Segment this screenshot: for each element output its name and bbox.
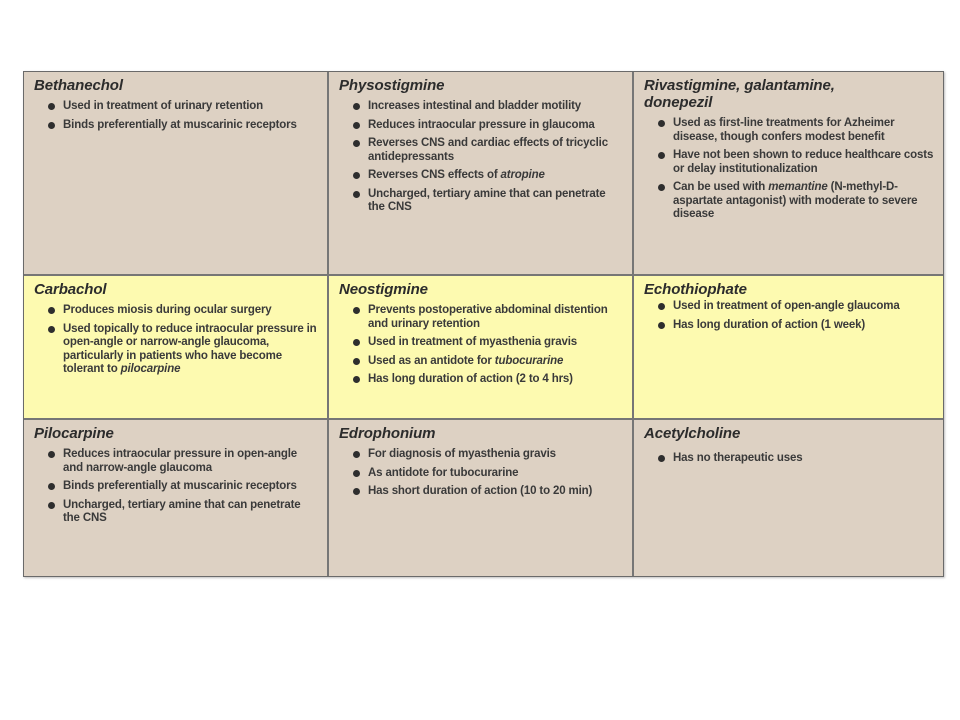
bullet-icon [353,140,360,147]
bullet-item: Produces miosis during ocular surgery [48,304,319,318]
bullet-icon [353,358,360,365]
drug-title: Rivastigmine, galantamine, donepezil [644,77,835,111]
bullet-item: Reduces intraocular pressure in glaucoma [353,119,624,133]
bullet-item: Binds preferentially at muscarinic receptors [48,480,319,494]
bullet-item: Uncharged, tertiary amine that can penetrate the CNS [353,188,624,215]
bullet-item: For diagnosis of myasthenia gravis [353,448,624,462]
bullet-icon [353,307,360,314]
bullet-item: Binds preferentially at muscarinic receptors [48,119,319,133]
cell-acetylcholine [634,420,943,576]
bullet-icon [353,172,360,179]
bullet-list [644,117,935,222]
bullet-list [34,100,319,132]
bullet-icon [353,470,360,477]
bullet-item: Reduces intraocular pressure in open-angle and narrow-angle glaucoma [48,448,319,475]
bullet-icon [353,339,360,346]
drug-title: Bethanechol [34,77,123,94]
bullet-icon [353,191,360,198]
bullet-item: Used as first-line treatments for Azheimer disease, though confers modest benefit [658,117,935,144]
bullet-icon [48,307,55,314]
bullet-item: Reverses CNS and cardiac effects of tricyclic antidepressants [353,137,624,164]
bullet-list [339,448,624,499]
bullet-list [339,304,624,387]
bullet-item: Used in treatment of urinary retention [48,100,319,114]
drug-title: Edrophonium [339,425,436,442]
bullet-item: Can be used with memantine (N-methyl-D-aspartate antagonist) with moderate to severe disease [658,181,935,222]
cell-bethanechol [24,72,329,276]
bullet-item: Has no therapeutic uses [658,452,935,466]
cell-neostigmine [329,276,634,420]
drug-title: Pilocarpine [34,425,114,442]
cell-pilocarpine [24,420,329,576]
bullet-item: Used in treatment of myasthenia gravis [353,336,624,350]
bullet-icon [48,103,55,110]
bullet-item: Used in treatment of open-angle glaucoma [658,300,935,314]
bullet-icon [48,122,55,129]
bullet-icon [48,326,55,333]
bullet-item: Reverses CNS effects of atropine [353,169,624,183]
drug-title: Carbachol [34,281,107,298]
bullet-icon [48,483,55,490]
cell-rivastigmine [634,72,943,276]
drug-title: Echothiophate [644,281,747,298]
drug-table [23,71,944,577]
bullet-item: Has long duration of action (1 week) [658,319,935,333]
bullet-list [34,304,319,377]
cell-physostigmine [329,72,634,276]
bullet-icon [353,376,360,383]
bullet-item: As antidote for tubocurarine [353,467,624,481]
bullet-icon [353,122,360,129]
bullet-icon [353,488,360,495]
bullet-icon [658,322,665,329]
cell-edrophonium [329,420,634,576]
bullet-item: Has short duration of action (10 to 20 min) [353,485,624,499]
bullet-icon [353,451,360,458]
bullet-icon [658,455,665,462]
bullet-list [34,448,319,526]
bullet-item: Used topically to reduce intraocular pressure in open-angle or narrow-angle glaucoma, particularly in patients who have become tolerant to pilocarpine [48,323,319,377]
bullet-item: Increases intestinal and bladder motility [353,100,624,114]
bullet-icon [658,184,665,191]
bullet-item: Have not been shown to reduce healthcare costs or delay institutionalization [658,149,935,176]
bullet-icon [658,303,665,310]
bullet-item: Used as an antidote for tubocurarine [353,355,624,369]
bullet-icon [658,120,665,127]
bullet-icon [48,502,55,509]
cell-carbachol [24,276,329,420]
bullet-item: Has long duration of action (2 to 4 hrs) [353,373,624,387]
bullet-icon [658,152,665,159]
bullet-list [644,452,935,466]
bullet-icon [353,103,360,110]
bullet-item: Uncharged, tertiary amine that can penetrate the CNS [48,499,319,526]
bullet-list [339,100,624,215]
drug-title: Acetylcholine [644,425,741,442]
drug-title: Neostigmine [339,281,428,298]
bullet-item: Prevents postoperative abdominal distention and urinary retention [353,304,624,331]
bullet-icon [48,451,55,458]
cell-echothiophate [634,276,943,420]
drug-title: Physostigmine [339,77,445,94]
bullet-list [644,300,935,332]
